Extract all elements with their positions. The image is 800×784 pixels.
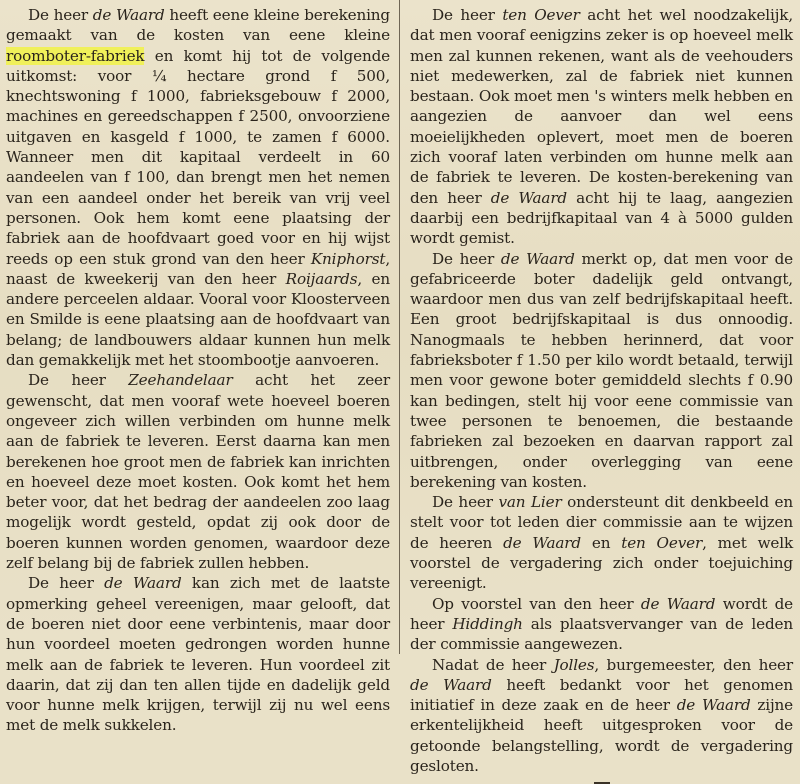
person-name: de Waard bbox=[410, 675, 492, 694]
person-name: de Waard bbox=[500, 249, 575, 268]
person-name: Zeehandelaar bbox=[128, 371, 233, 390]
paragraph-de-waard-capital: De heer de Waard merkt op, dat men voor de gefabriceerde boter dadelijk geld ontvangt, waardoor men dus van zelf bedrijfskapitaal heeft. Een groot bedrijfskapitaal is dus onnoodig. Nanogmaals te hebben herinnerd, dat voor fabrieksboter f 1.50 per kilo wordt betaald, terwijl men voor gewone boter gemiddeld slechts f 0.90 kan bedingen, stelt hij voor eene commissie van twee personen te benoemen, die bestaande fabrieken zal bezoeken en daarvan rapport zal uitbrengen, onder overlegging van eene berekening van kosten. bbox=[410, 249, 794, 491]
person-name: de Waard bbox=[490, 188, 567, 207]
person-name: de Waard bbox=[503, 533, 581, 552]
person-name: Kniphorst bbox=[310, 249, 386, 268]
paragraph-ten-oever: De heer ten Oever acht het wel noodzakelijk, dat men vooraf eenigzins zeker is op hoeveel melk men zal kunnen rekenen, want als de veehouders niet medewerken, zal de fabriek niet kunnen bestaan. Ook moet men 's winters melk hebben en aangezien de aanvoer dan wel eens moeielijkheden oplevert, moet men de boeren zich vooraf laten verbinden om hunne melk aan de fabriek te leveren. De kosten-berekening van den heer de Waard acht hij te laag, aangezien daarbij een bedrijfkapitaal van 4 à 5000 gulden wordt gemist. bbox=[410, 6, 794, 248]
paragraph-van-lier: De heer van Lier ondersteunt dit denkbeeld en stelt voor tot leden dier commissie aan te wijzen de heeren de Waard en ten Oever, met welk voorstel de vergadering zich onder toejuiching vereenigt. bbox=[410, 493, 794, 593]
right-column bbox=[410, 5, 794, 775]
person-name: Roijaards bbox=[285, 269, 358, 288]
column-divider bbox=[399, 0, 400, 654]
person-name: ten Oever bbox=[621, 533, 703, 552]
person-name: de Waard bbox=[640, 594, 716, 613]
paragraph-de-waard-reply: De heer de Waard kan zich met de laatste opmerking geheel vereenigen, maar gelooft, dat de boeren niet door eene verbintenis, maar door hun voordeel moeten gedrongen worden hunne melk aan de fabriek te leveren. Hun voordeel zit daarin, dat zij dan ten allen tijde en dadelijk geld voor hunne melk krijgen, terwijl zij nu wel eens met de melk sukkelen. bbox=[6, 574, 390, 735]
person-name: Hiddingh bbox=[452, 614, 523, 633]
paragraph-jolles-closing: Nadat de heer Jolles, burgemeester, den heer de Waard heeft bedankt voor het genomen initiatief in deze zaak en de heer de Waard zijne erkentelijkheid heeft uitgesproken voor de getoonde belangstelling, wordt de vergadering gesloten. bbox=[410, 655, 794, 775]
highlighted-term: roomboter-fabriek bbox=[6, 46, 145, 65]
paragraph-hiddingh: Op voorstel van den heer de Waard wordt de heer Hiddingh als plaatsvervanger van de leden der commissie aangewezen. bbox=[410, 594, 794, 654]
person-name: van Lier bbox=[498, 493, 562, 512]
paragraph-de-waard-calculation: De heer de Waard heeft eene kleine berekening gemaakt van de kosten van eene kleine roomboter-fabriek en komt hij tot de volgende uitkomst: voor ¼ hectare grond f 500, knechtswoning f 1000, fabrieksgebouw f 2000, machines en gereedschappen f 2500, onvoorziene uitgaven en kasgeld f 1000, te zamen f 6000. Wanneer men dit kapitaal verdeelt in 60 aandeelen van f 100, dan brengt men het nemen van een aandeel onder het bereik van vrij veel personen. Ook hem komt eene plaatsing der fabriek aan de hoofdvaart goed voor en hij wijst reeds op een stuk grond van den heer Kniphorst, naast de kweekerij van den heer Roijaards, en andere perceelen aldaar. Vooral voor Kloosterveen en Smilde is eene plaatsing aan de hoofdvaart van belang; de landbouwers aldaar kunnen hun melk dan gemakkelijk met het stoombootje aanvoeren. bbox=[6, 6, 391, 370]
paragraph-zeehandelaar: De heer Zeehandelaar acht het zeer gewenscht, dat men vooraf wete hoeveel boeren ongeveer zich willen verbinden om hunne melk aan de fabriek te leveren. Eerst daarna kan men berekenen hoe groot men de fabriek kan inrichten en hoeveel deze moet kosten. Ook komt het hem beter voor, dat het bedrag der aandeelen zoo laag mogelijk wordt gesteld, opdat zij ook door de boeren kunnen worden genomen, waardoor deze zelf belang bij de fabriek zullen hebben. bbox=[6, 371, 390, 573]
person-name: ten Oever bbox=[502, 6, 580, 24]
person-name: de Waard bbox=[92, 6, 165, 24]
person-name: de Waard bbox=[104, 574, 182, 593]
person-name: Jolles bbox=[553, 655, 595, 674]
left-column bbox=[6, 5, 391, 735]
person-name: de Waard bbox=[676, 696, 751, 715]
